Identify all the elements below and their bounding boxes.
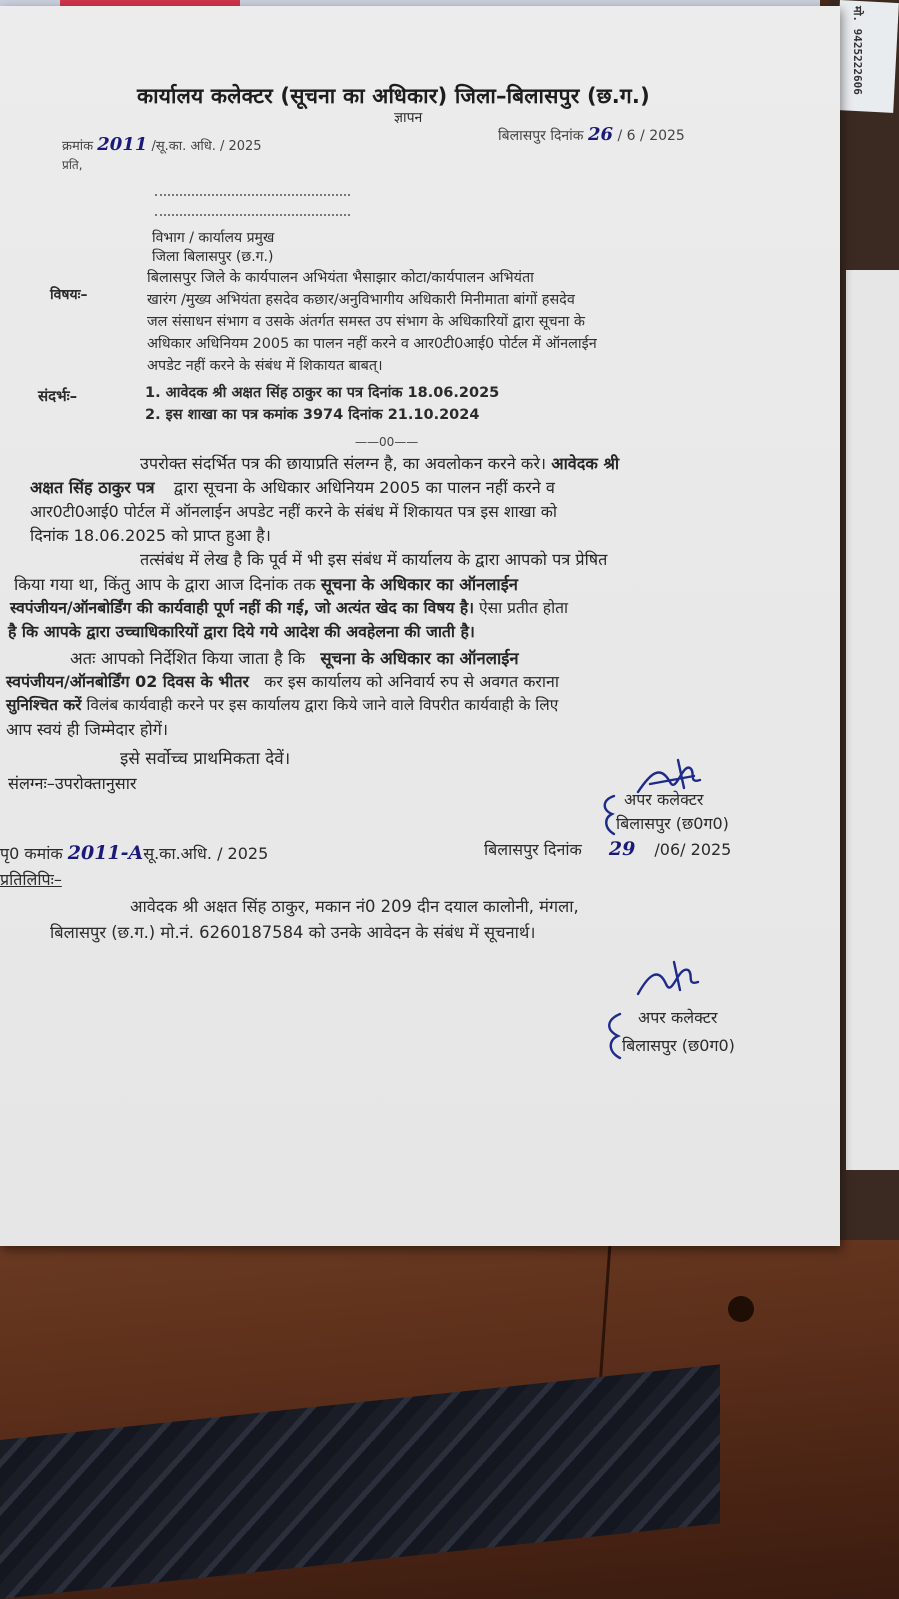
reference-item: 2. इस शाखा का पत्र कमांक 3974 दिनांक 21.10.2024 [145, 407, 480, 423]
para3-line2-bold: स्वपंजीयन/ऑनबोर्डिंग 02 दिवस के भीतर [6, 672, 250, 691]
to-label: प्रति, [62, 158, 83, 172]
para3-line3-bold: सुनिश्चित करें [6, 696, 82, 714]
para2-line2-text: किया गया था, किंतु आप के द्वारा आज दिनांक तक [14, 575, 316, 594]
reference-number [62, 134, 262, 155]
priority-note: इसे सर्वोच्च प्राथमिकता देवें। [120, 749, 291, 769]
paragraph-line [30, 476, 555, 498]
para2-line2-bold: सूचना के अधिकार का ऑनलाईन [320, 575, 518, 594]
copy-line: आवेदक श्री अक्षत सिंह ठाकुर, मकान नं0 209 दीन दयाल कालोनी, मंगला, [130, 897, 579, 916]
subject-line: अधिकार अधिनियम 2005 का पालन नहीं करने व आर0टी0आई0 पोर्टल में ऑनलाईन [147, 336, 597, 352]
subject-line: जल संसाधन संभाग व उसके अंतर्गत समस्त उप संभाग के अधिकारियों द्वारा सूचना के [147, 314, 585, 330]
copy-label: प्रतिलिपिः– [0, 870, 62, 889]
addressee-line-1: विभाग / कार्यालय प्रमुख [152, 230, 275, 246]
para3-line1-bold: सूचना के अधिकार का ऑनलाईन [320, 649, 519, 668]
endorsement-number [0, 842, 268, 864]
subject-line: बिलासपुर जिले के कार्यपालन अभियंता भैसाझार कोटा/कार्यपालन अभियंता [147, 270, 534, 286]
para1-line2-bold: अक्षत सिंह ठाकुर पत्र [30, 478, 155, 497]
para3-line3-text: विलंब कार्यवाही करने पर इस कार्यालय द्वारा किये जाने वाले विपरीत कार्यवाही के लिए [86, 696, 559, 714]
para1-line1-bold: आवेदक श्री [551, 454, 620, 473]
date-handwritten-day: 26 [588, 124, 614, 145]
signatory-title: अपर कलेक्टर [638, 1008, 718, 1027]
para2-line3-text: ऐसा प्रतीत होता [479, 599, 569, 617]
paragraph-line [6, 670, 559, 692]
paragraph-line [140, 452, 619, 474]
para3-line2-text: कर इस कार्यालय को अनिवार्य रुप से अवगत कराना [264, 672, 559, 691]
para1-line1-text: उपरोक्त संदर्भित पत्र की छायाप्रति संलग्न है, का अवलोकन करने करे। [140, 454, 547, 473]
side-card-text: मो. 9425222606 [851, 6, 864, 95]
endorsement-date-rest: /06/ 2025 [654, 840, 732, 859]
signature-scribble [632, 958, 712, 1006]
ref-suffix: /सू.का. अधि. / 2025 [151, 139, 262, 154]
date-rest: / 6 / 2025 [617, 128, 685, 144]
addressee-line-2: जिला बिलासपुर (छ.ग.) [152, 249, 274, 265]
signatory-place: बिलासपुर (छ0ग0) [622, 1036, 735, 1055]
subject-line: खारंग /मुख्य अभियंता हसदेव कछार/अनुविभागीय अधिकारी मिनीमाता बांगों हसदेव [147, 292, 575, 308]
ref-prefix: क्रमांक [62, 139, 94, 154]
paragraph-line: तत्संबंध में लेख है कि पूर्व में भी इस संबंध में कार्यालय के द्वारा आपको पत्र प्रेषित [140, 550, 608, 569]
table-knot [728, 1296, 754, 1322]
paragraph-line [70, 646, 519, 669]
paragraph-line [14, 572, 518, 595]
paragraph-line: है कि आपके द्वारा उच्चाधिकारियों द्वारा दिये गये आदेश की अवहेलना की जाती है। [8, 622, 475, 641]
office-heading: कार्यालय कलेक्टर (सूचना का अधिकार) जिला–बिलासपुर (छ.ग.) [137, 84, 650, 108]
para1-line2-text: द्वारा सूचना के अधिकार अधिनियम 2005 का पालन नहीं करने व [173, 478, 555, 497]
endorsement-handwritten-number: 2011-A [67, 842, 144, 864]
issue-date [498, 124, 685, 145]
separator: ——00—— [355, 435, 419, 449]
memo-label: ज्ञापन [394, 110, 423, 126]
background-paper [846, 270, 899, 1170]
endorsement-date-prefix: बिलासपुर दिनांक [484, 840, 582, 859]
reference-item: 1. आवेदक श्री अक्षत सिंह ठाकुर का पत्र दिनांक 18.06.2025 [145, 385, 500, 401]
date-prefix: बिलासपुर दिनांक [498, 128, 584, 144]
endorsement-prefix: पृ0 कमांक [0, 844, 63, 863]
para3-line1-text: अतः आपको निर्देशित किया जाता है कि [70, 649, 306, 668]
endorsement-handwritten-day: 29 [608, 838, 636, 860]
paragraph-line: आर0टी0आई0 पोर्टल में ऑनलाईन अपडेट नहीं करने के संबंध में शिकायत पत्र इस शाखा को [30, 502, 557, 521]
signature-bracket [600, 792, 620, 838]
copy-line: बिलासपुर (छ.ग.) मो.नं. 6260187584 को उनके आवेदन के संबंध में सूचनार्थ। [50, 923, 536, 942]
side-card [834, 0, 899, 113]
dotted-line [155, 214, 350, 216]
enclosure-note: संलग्नः–उपरोक्तानुसार [8, 774, 137, 793]
signatory-title: अपर कलेक्टर [624, 790, 704, 809]
letter-paper [0, 6, 840, 1246]
signature-bracket [604, 1010, 626, 1062]
dotted-line [155, 194, 350, 196]
subject-label: विषयः– [50, 287, 88, 303]
ref-handwritten-number: 2011 [97, 134, 148, 155]
paragraph-line [6, 694, 558, 715]
paragraph-line: आप स्वयं ही जिम्मेदार होगें। [6, 720, 168, 739]
paragraph-line: दिनांक 18.06.2025 को प्राप्त हुआ है। [30, 526, 271, 545]
reference-label: संदर्भः– [38, 387, 78, 405]
para2-line3-bold: स्वपंजीयन/ऑनबोर्डिंग की कार्यवाही पूर्ण नहीं की गई, जो अत्यंत खेद का विषय है। [10, 599, 475, 617]
paragraph-line [10, 596, 568, 618]
endorsement-suffix: सू.का.अधि. / 2025 [143, 844, 269, 863]
endorsement-date [484, 838, 731, 860]
subject-line: अपडेट नहीं करने के संबंध में शिकायत बाबत्। [147, 358, 383, 374]
signatory-place: बिलासपुर (छ0ग0) [616, 814, 729, 833]
